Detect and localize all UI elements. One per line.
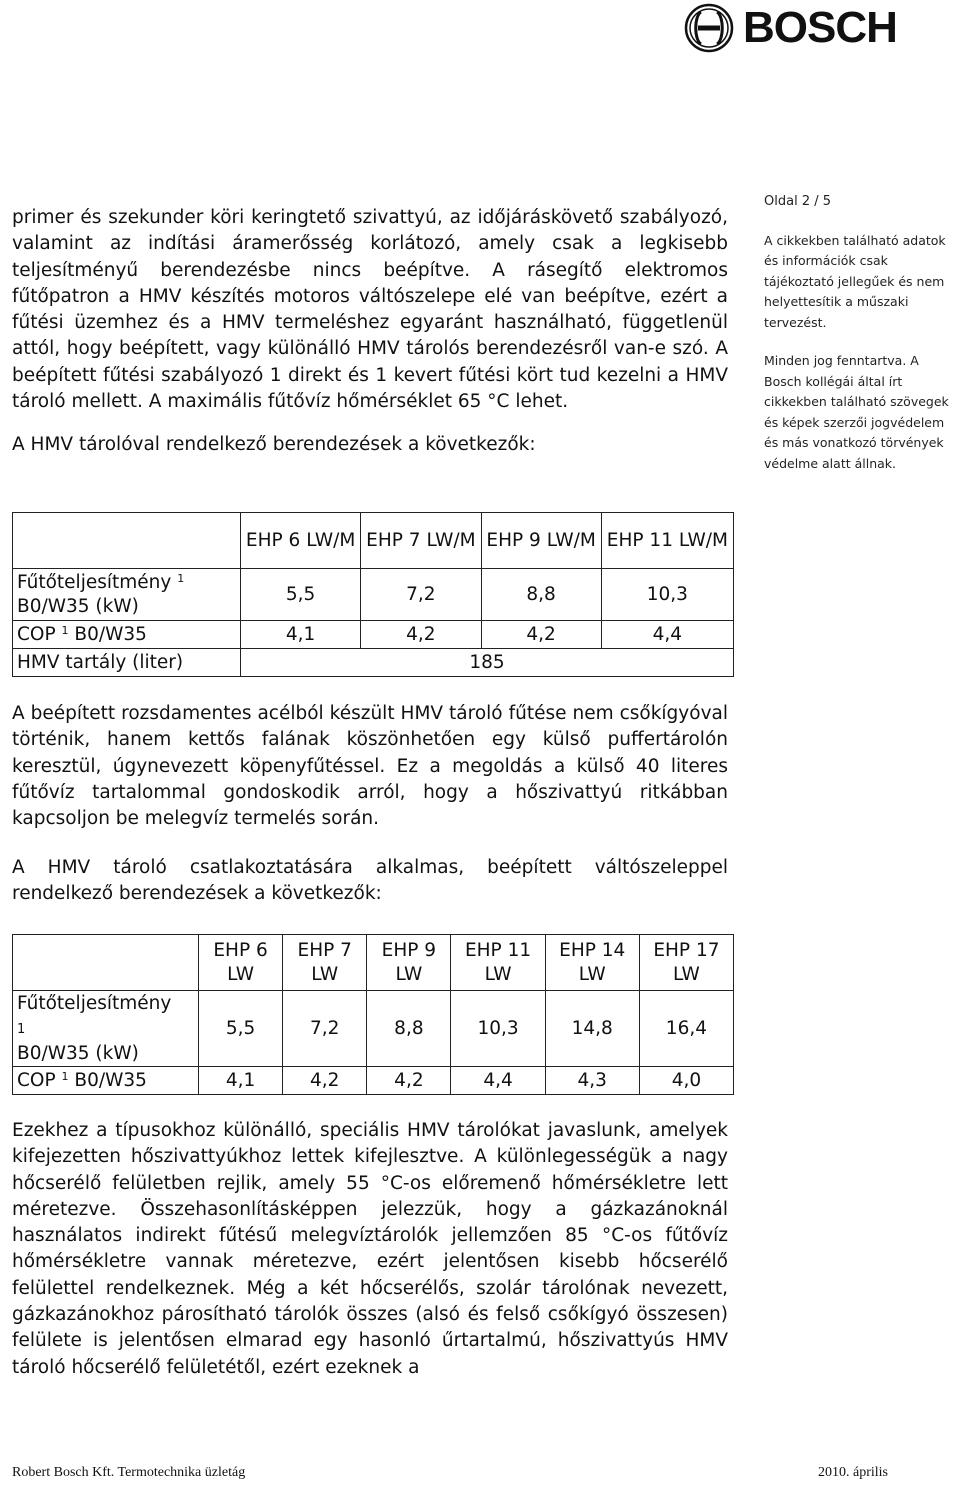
copyright-note: Minden jog fenntartva. A Bosch kollégái által írt cikkekben található szövegek és képek szerzői jogvédelem és más vonatkozó törvények védelme alatt állnak. xyxy=(764,353,949,471)
footer-date: 2010. április xyxy=(818,1465,888,1480)
storage-description: A beépített rozsdamentes acélból készült HMV tároló fűtése nem csőkígyóval történik, hanem kettős falának köszönhetően egy külső puffertárolón keresztül, úgynevezett köpenyfűtéssel. Ez a megoldás a külső 40 literes fűtővíz tartalommal gondoskodik arról, hogy a hőszivattyú ritkábban kapcsoljon be melegvíz termelés során. xyxy=(12,703,728,830)
table-cell: 7,2 xyxy=(283,991,367,1067)
table-cell: 10,3 xyxy=(601,569,733,621)
table-row xyxy=(13,991,734,1067)
table-cell: 10,3 xyxy=(451,991,545,1067)
disclaimer-note: A cikkekben található adatok és információk csak tájékoztató jellegűek és nem helyettesítik a műszaki tervezést. xyxy=(764,232,946,330)
sidebar xyxy=(764,192,954,474)
page-separator: / xyxy=(814,194,819,209)
table-row xyxy=(13,569,734,621)
table-row xyxy=(13,1067,734,1095)
table-cell: 4,2 xyxy=(367,1067,451,1095)
column-header: EHP 11 LW/M xyxy=(601,513,733,569)
column-header: EHP 6 LW/M xyxy=(241,513,361,569)
table-cell: 5,5 xyxy=(241,569,361,621)
table-cell: 4,4 xyxy=(451,1067,545,1095)
bosch-logo xyxy=(684,2,924,54)
table-cell: 4,1 xyxy=(199,1067,283,1095)
page-total: 5 xyxy=(822,194,832,209)
row-label: Fűtőteljesítmény $^1$ B0/W35 (kW) xyxy=(13,569,241,621)
table-cell: 4,2 xyxy=(283,1067,367,1095)
table-cell: 4,4 xyxy=(601,621,733,649)
table-cell: 16,4 xyxy=(639,991,733,1067)
page-label: Oldal xyxy=(764,194,798,209)
main-text xyxy=(12,205,728,487)
table-row xyxy=(13,621,734,649)
row-label: COP $^1$ B0/W35 xyxy=(13,1067,199,1095)
page-current: 2 xyxy=(801,194,811,209)
table-cell: 14,8 xyxy=(545,991,639,1067)
intro-lead: A HMV tárolóval rendelkező berendezések a következők: xyxy=(12,434,536,456)
row-label: COP $^1$ B0/W35 xyxy=(13,621,241,649)
table-header-row xyxy=(13,935,734,991)
bosch-armature-icon xyxy=(684,3,734,53)
row-label: HMV tartály (liter) xyxy=(13,649,241,677)
intro-paragraph: primer és szekunder köri keringtető szivattyú, az időjáráskövető szabályozó, valamint az indítási áramerősség korlátozó, amely csak a legkisebb teljesítményű berendezésbe nincs beépítve. A rásegítő elektromos fűtőpatron a HMV készítés motoros váltószelepe elé van beépítve, ezért a fűtési üzemhez és a HMV termeléshez egyaránt használható, függetlenül attól, hogy beépített, vagy különálló HMV tárolós berendezésről van-e szó. A beépített fűtési szabályozó 1 direkt és 1 kevert fűtési kört tud kezelni a HMV tároló mellett. A maximális fűtővíz hőmérséklet 65 °C lehet. xyxy=(12,207,728,413)
table-valve-models xyxy=(12,934,734,1095)
table-row xyxy=(13,649,734,677)
table-cell: 4,3 xyxy=(545,1067,639,1095)
row-label: Fűtőteljesítmény 1 B0/W35 (kW) xyxy=(13,991,199,1067)
column-header: EHP 7 LW xyxy=(283,935,367,991)
table-cell: 4,0 xyxy=(639,1067,733,1095)
column-header: EHP 11 LW xyxy=(451,935,545,991)
table-hmv-storage xyxy=(12,512,734,677)
column-header: EHP 9 LW/M xyxy=(481,513,601,569)
table-cell: 8,8 xyxy=(367,991,451,1067)
table-cell: 8,8 xyxy=(481,569,601,621)
column-header: EHP 9 LW xyxy=(367,935,451,991)
column-header: EHP 6 LW xyxy=(199,935,283,991)
recommendation-text: Ezekhez a típusokhoz különálló, speciális HMV tárolókat javaslunk, amelyek kifejezetten hőszivattyúkhoz lettek kifejlesztve. A különlegességük a nagy hőcserélő felületben rejlik, amely 55 °C-os előremenő hőmérsékletre lett méretezve. Összehasonlításképpen jelezzük, hogy a gázkazánoknál használatos indirekt fűtésű melegvíztárolók jellemzően 85 °C-os fűtővíz hőmérsékletre vannak méretezve, ezért jelentősen kisebb hőcserélő felülettel rendelkeznek. Még a két hőcserélős, szolár tárolónak nevezett, gázkazánokhoz párosítható tárolók összes (alsó és felső csőkígyó összesen) felülete is jelentősen elmarad egy hasonló űrtartalmú, hőszivattyús HMV tároló hőcserélő felületétől, ezért ezeknek a xyxy=(12,1120,728,1378)
table-cell: 5,5 xyxy=(199,991,283,1067)
brand-name: BOSCH xyxy=(743,3,897,52)
footer-company: Robert Bosch Kft. Termotechnika üzletág xyxy=(12,1465,246,1480)
table-cell: 4,2 xyxy=(361,621,481,649)
valve-intro: A HMV tároló csatlakoztatására alkalmas, beépített váltószeleppel rendelkező berendezések a következők: xyxy=(12,857,728,905)
table-cell: 4,1 xyxy=(241,621,361,649)
column-header: EHP 7 LW/M xyxy=(361,513,481,569)
page-indicator xyxy=(764,192,954,213)
column-header: EHP 17 LW xyxy=(639,935,733,991)
table-cell-merged: 185 xyxy=(241,649,734,677)
column-header: EHP 14 LW xyxy=(545,935,639,991)
table-cell: 4,2 xyxy=(481,621,601,649)
table-corner-cell xyxy=(13,935,199,991)
table-cell: 7,2 xyxy=(361,569,481,621)
table-header-row xyxy=(13,513,734,569)
table-corner-cell xyxy=(13,513,241,569)
